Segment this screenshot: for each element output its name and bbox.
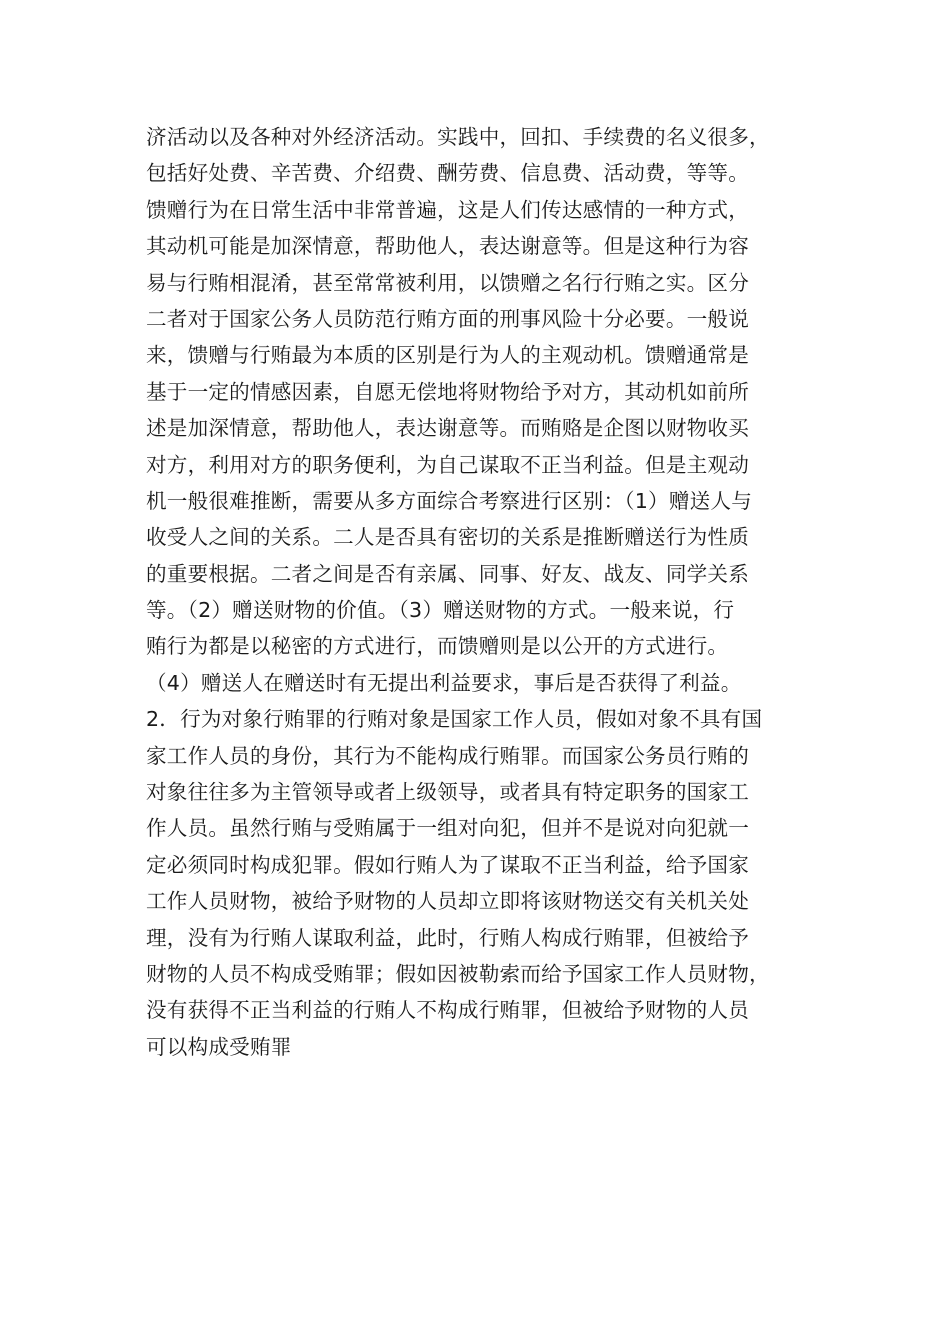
text-line: （4）赠送人在赠送时有无提出利益要求，事后是否获得了利益。: [146, 670, 742, 695]
text-line: 理，没有为行贿人谋取利益，此时，行贿人构成行贿罪，但被给予: [146, 925, 750, 950]
text-line: 2．行为对象行贿罪的行贿对象是国家工作人员，假如对象不具有国: [146, 707, 763, 732]
text-line: 的重要根据。二者之间是否有亲属、同事、好友、战友、同学关系: [146, 561, 750, 586]
text-line: 定必须同时构成犯罪。假如行贿人为了谋取不正当利益，给予国家: [146, 852, 750, 877]
text-line: 作人员。虽然行贿与受贿属于一组对向犯，但并不是说对向犯就一: [146, 816, 750, 841]
body-text: [146, 119, 826, 1065]
text-line: 基于一定的情感因素，自愿无偿地将财物给予对方，其动机如前所: [146, 379, 750, 404]
text-line: 等。（2）赠送财物的价值。（3）赠送财物的方式。一般来说，行: [146, 598, 735, 623]
text-line: 可以构成受贿罪: [146, 1034, 292, 1059]
text-line: 来，馈赠与行贿最为本质的区别是行为人的主观动机。馈赠通常是: [146, 343, 750, 368]
text-line: 财物的人员不构成受贿罪；假如因被勒索而给予国家工作人员财物，: [146, 961, 770, 986]
text-line: 贿行为都是以秘密的方式进行，而馈赠则是以公开的方式进行。: [146, 634, 729, 659]
text-line: 济活动以及各种对外经济活动。实践中，回扣、手续费的名义很多，: [146, 125, 770, 149]
text-line: 对方，利用对方的职务便利，为自己谋取不正当利益。但是主观动: [146, 452, 750, 477]
text-line: 包括好处费、辛苦费、介绍费、酬劳费、信息费、活动费，等等。: [146, 161, 750, 186]
text-line: 工作人员财物，被给予财物的人员却立即将该财物送交有关机关处: [146, 889, 750, 914]
text-line: 二者对于国家公务人员防范行贿方面的刑事风险十分必要。一般说: [146, 306, 750, 331]
text-line: 对象往往多为主管领导或者上级领导，或者具有特定职务的国家工: [146, 780, 750, 805]
text-line: 收受人之间的关系。二人是否具有密切的关系是推断赠送行为性质: [146, 525, 750, 550]
text-line: 易与行贿相混淆，甚至常常被利用，以馈赠之名行行贿之实。区分: [146, 270, 750, 295]
text-line: 没有获得不正当利益的行贿人不构成行贿罪，但被给予财物的人员: [146, 998, 750, 1023]
text-line: 其动机可能是加深情意，帮助他人，表达谢意等。但是这种行为容: [146, 234, 750, 259]
text-line: 机一般很难推断，需要从多方面综合考察进行区别：（1）赠送人与: [146, 488, 753, 513]
text-line: 馈赠行为在日常生活中非常普遍，这是人们传达感情的一种方式，: [146, 197, 750, 222]
text-line: 述是加深情意，帮助他人，表达谢意等。而贿赂是企图以财物收买: [146, 416, 750, 441]
text-line: 家工作人员的身份，其行为不能构成行贿罪。而国家公务员行贿的: [146, 743, 750, 768]
